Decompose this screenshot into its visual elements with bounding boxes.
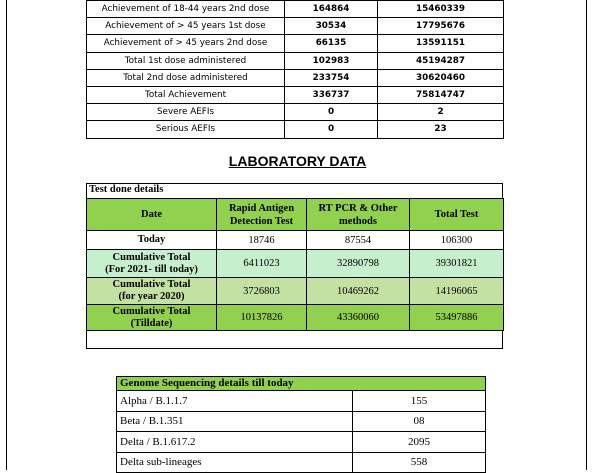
header-date: Date: [87, 199, 217, 231]
vaccination-label: Total Achievement: [87, 86, 285, 103]
cum2021-rtpcr: 32890798: [307, 250, 410, 278]
cum2021-label: [87, 250, 217, 278]
vaccination-today-value: 164864: [285, 1, 378, 18]
cumtill-label: [87, 305, 217, 331]
vaccination-row: [87, 121, 504, 138]
variant-count: 08: [353, 411, 486, 432]
vaccination-cumulative-value: 15460339: [378, 1, 504, 18]
cum2021-rat: 6411023: [217, 250, 307, 278]
vaccination-today-value: 66135: [285, 35, 378, 52]
vaccination-row: [87, 1, 504, 18]
cumtill-line1: Cumulative Total: [112, 305, 191, 317]
genome-title: Genome Sequencing details till today: [117, 377, 486, 391]
vaccination-label: Total 1st dose administered: [87, 52, 285, 69]
vaccination-cumulative-value: 2: [378, 104, 504, 121]
vaccination-row: [87, 35, 504, 52]
cum2021-line1: Cumulative Total: [112, 251, 191, 263]
header-rtpcr-line2: methods: [339, 215, 377, 227]
vaccination-row: [87, 86, 504, 103]
today-rat: 18746: [217, 231, 307, 250]
cum2020-total: 14196065: [410, 278, 504, 305]
vaccination-label: Achievement of > 45 years 1st dose: [87, 18, 285, 35]
header-rapid-antigen-line1: Rapid Antigen: [228, 202, 295, 214]
cum2020-rat: 3726803: [217, 278, 307, 305]
vaccination-today-value: 30534: [285, 18, 378, 35]
genome-header-row: [117, 377, 486, 391]
genome-row: [117, 432, 486, 453]
vaccination-cumulative-value: 17795676: [378, 18, 504, 35]
variant-count: 2095: [353, 432, 486, 453]
vaccination-today-value: 0: [285, 121, 378, 138]
today-rtpcr: 87554: [307, 231, 410, 250]
vaccination-table: [86, 0, 504, 139]
vaccination-cumulative-value: 45194287: [378, 52, 504, 69]
header-rapid-antigen-line2: Detection Test: [229, 215, 294, 227]
vaccination-cumulative-value: 13591151: [378, 35, 504, 52]
vaccination-label: Serious AEFIs: [87, 121, 285, 138]
cum2020-rtpcr: 10469262: [307, 278, 410, 305]
cumtill-rat: 10137826: [217, 305, 307, 331]
header-total-test: Total Test: [410, 199, 504, 231]
vaccination-today-value: 102983: [285, 52, 378, 69]
lab-header-row: [87, 199, 504, 231]
vaccination-row: [87, 69, 504, 86]
cum2021-total: 39301821: [410, 250, 504, 278]
cumtill-rtpcr: 43360060: [307, 305, 410, 331]
genome-row: [117, 391, 486, 412]
vaccination-label: Severe AEFIs: [87, 104, 285, 121]
vaccination-cumulative-value: 75814747: [378, 86, 504, 103]
vaccination-today-value: 336737: [285, 86, 378, 103]
variant-label: Beta / B.1.351: [117, 411, 353, 432]
lab-row-today: [87, 231, 504, 250]
cumtill-total: 53497886: [410, 305, 504, 331]
vaccination-label: Total 2nd dose administered: [87, 69, 285, 86]
vaccination-today-value: 233754: [285, 69, 378, 86]
vaccination-cumulative-value: 30620460: [378, 69, 504, 86]
vaccination-row: [87, 18, 504, 35]
variant-count: 558: [353, 452, 486, 473]
header-rtpcr-line1: RT PCR & Other: [318, 202, 398, 214]
laboratory-data-title: LABORATORY DATA: [228, 153, 367, 169]
laboratory-table: [86, 198, 504, 331]
variant-count: 155: [353, 391, 486, 412]
cumtill-line2: (Tilldate): [130, 317, 173, 329]
vaccination-label: Achievement of > 45 years 2nd dose: [87, 35, 285, 52]
variant-label: Delta / B.1.617.2: [117, 432, 353, 453]
vaccination-today-value: 0: [285, 104, 378, 121]
test-done-caption: Test done details: [89, 184, 164, 195]
lab-row-cumulative-2020: [87, 278, 504, 305]
today-total: 106300: [410, 231, 504, 250]
vaccination-row: [87, 52, 504, 69]
vaccination-label: Achievement of 18-44 years 2nd dose: [87, 1, 285, 18]
genome-sequencing-table: [116, 376, 486, 473]
vaccination-row: [87, 104, 504, 121]
cum2020-label: [87, 278, 217, 305]
variant-label: Delta sub-lineages: [117, 452, 353, 473]
today-label: Today: [87, 231, 217, 250]
variant-label: Alpha / B.1.1.7: [117, 391, 353, 412]
cum2020-line1: Cumulative Total: [112, 279, 191, 290]
vaccination-cumulative-value: 23: [378, 121, 504, 138]
genome-row: [117, 411, 486, 432]
header-rapid-antigen: [217, 199, 307, 231]
cum2021-line2: (For 2021- till today): [105, 263, 198, 275]
lab-row-cumulative-tilldate: [87, 305, 504, 331]
genome-row: [117, 452, 486, 473]
header-rtpcr: [307, 199, 410, 231]
lab-row-cumulative-2021: [87, 250, 504, 278]
cum2020-line2: (for year 2020): [118, 291, 185, 302]
